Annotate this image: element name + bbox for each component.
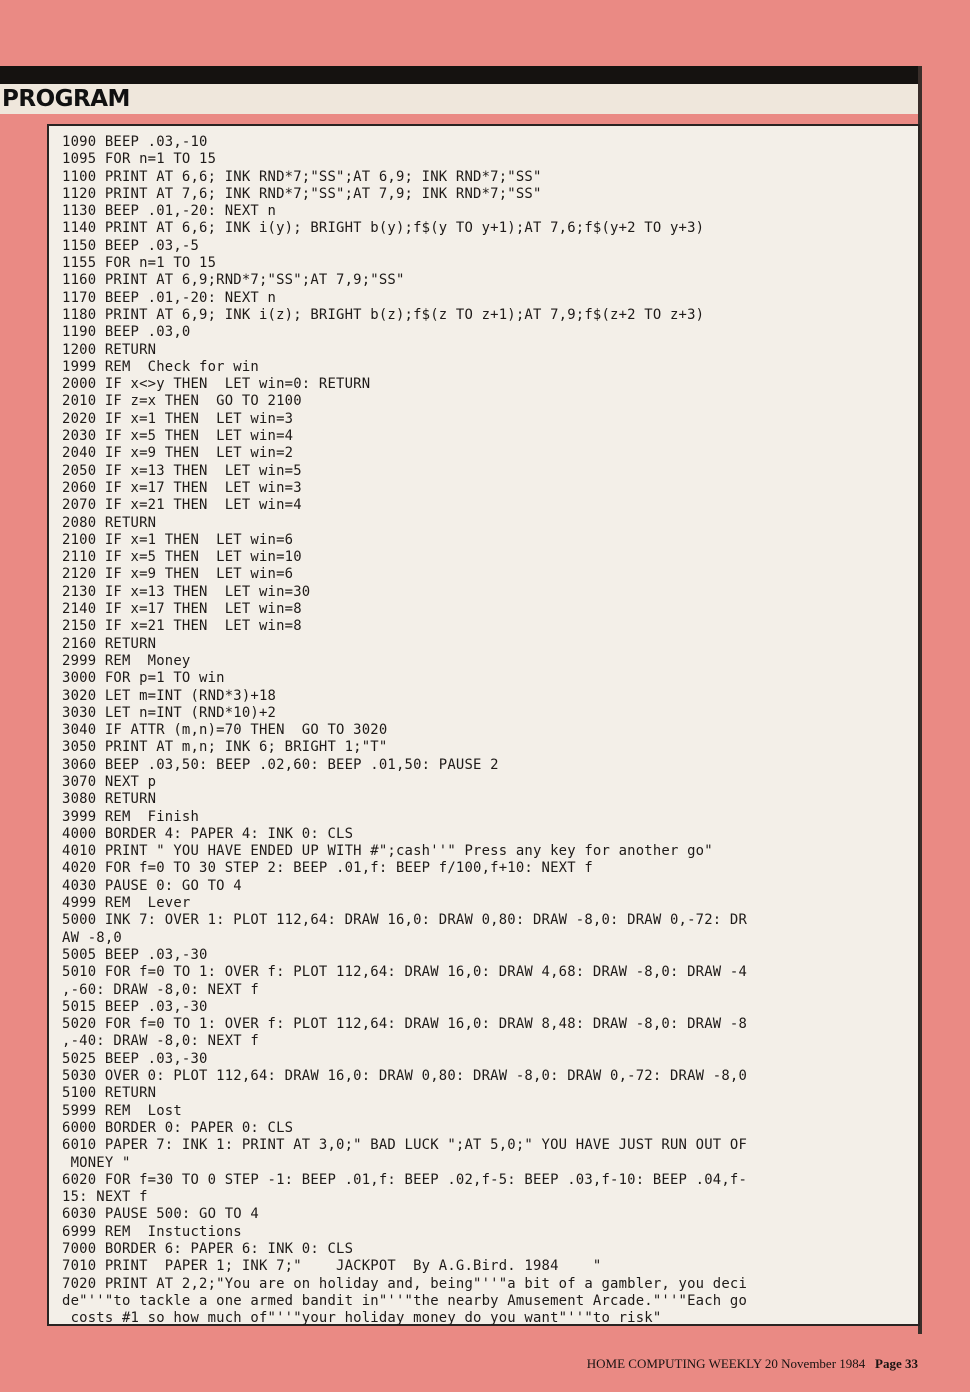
code-line: 4999 REM Lever (62, 895, 191, 912)
code-line: 3999 REM Finish (62, 808, 200, 825)
code-line: 2030 IF x=5 THEN LET win=4 (62, 428, 294, 445)
code-line: 1095 FOR n=1 TO 15 (62, 151, 217, 168)
code-line: 6020 FOR f=30 TO 0 STEP -1: BEEP .01,f: BEEP .02,f-5: BEEP .03,f-10: BEEP .04,f- (62, 1171, 748, 1188)
code-line: 2020 IF x=1 THEN LET win=3 (62, 410, 294, 427)
code-line: 1150 BEEP .03,-5 (62, 237, 200, 254)
code-line: 2160 RETURN (62, 635, 157, 652)
code-line: 1180 PRINT AT 6,9; INK i(z); BRIGHT b(z);f$(z TO z+1);AT 7,9;f$(z+2 TO z+3) (62, 306, 705, 323)
code-line: 7000 BORDER 6: PAPER 6: INK 0: CLS (62, 1241, 354, 1257)
code-line: 6010 PAPER 7: INK 1: PRINT AT 3,0;" BAD LUCK ";AT 5,0;" YOU HAVE JUST RUN OUT OF (62, 1137, 748, 1154)
code-line: 5000 INK 7: OVER 1: PLOT 112,64: DRAW 16,0: DRAW 0,80: DRAW -8,0: DRAW 0,-72: DR (62, 912, 748, 929)
code-line: de"''"to tackle a one armed bandit in"''"the nearby Amusement Arcade."''"Each go (62, 1292, 748, 1309)
code-line: AW -8,0 (62, 929, 122, 946)
code-line: 2130 IF x=13 THEN LET win=30 (62, 583, 311, 600)
code-line: 3000 FOR p=1 TO win (62, 670, 225, 687)
code-line: 1160 PRINT AT 6,9;RND*7;"SS";AT 7,9;"SS" (62, 272, 405, 289)
code-line: 4030 PAUSE 0: GO TO 4 (62, 877, 242, 894)
code-line: 5025 BEEP .03,-30 (62, 1050, 208, 1067)
publication-line: HOME COMPUTING WEEKLY 20 November 1984 (586, 1356, 866, 1371)
code-line: 2000 IF x<>y THEN LET win=0: RETURN (62, 376, 371, 393)
code-line: MONEY " (62, 1154, 131, 1171)
code-line: 5100 RETURN (62, 1085, 157, 1102)
page-footer (587, 1356, 918, 1372)
code-line: 4020 FOR f=0 TO 30 STEP 2: BEEP .01,f: BEEP f/100,f+10: NEXT f (62, 860, 593, 877)
program-listing (62, 134, 902, 1327)
code-line: 2140 IF x=17 THEN LET win=8 (62, 601, 302, 618)
code-line: 2100 IF x=1 THEN LET win=6 (62, 531, 294, 548)
code-line: 3040 IF ATTR (m,n)=70 THEN GO TO 3020 (62, 722, 388, 739)
code-line: 7020 PRINT AT 2,2;"You are on holiday and, being"''"a bit of a gambler, you deci (62, 1275, 748, 1292)
code-line: 2040 IF x=9 THEN LET win=2 (62, 445, 294, 462)
code-line: 2050 IF x=13 THEN LET win=5 (62, 462, 302, 479)
code-line: 2999 REM Money (62, 652, 191, 669)
code-line: 6000 BORDER 0: PAPER 0: CLS (62, 1119, 294, 1136)
header-band (0, 84, 918, 114)
code-line: 7010 PRINT PAPER 1; INK 7;" JACKPOT By A.G.Bird. 1984 " (62, 1258, 602, 1275)
code-line: 2070 IF x=21 THEN LET win=4 (62, 497, 302, 514)
code-line: 1190 BEEP .03,0 (62, 324, 191, 341)
code-line: 5015 BEEP .03,-30 (62, 998, 208, 1015)
code-line: 3020 LET m=INT (RND*3)+18 (62, 687, 277, 704)
code-line: 3030 LET n=INT (RND*10)+2 (62, 704, 277, 721)
code-line: 5010 FOR f=0 TO 1: OVER f: PLOT 112,64: DRAW 16,0: DRAW 4,68: DRAW -8,0: DRAW -4 (62, 964, 748, 981)
code-line: 3060 BEEP .03,50: BEEP .02,60: BEEP .01,50: PAUSE 2 (62, 756, 499, 773)
code-line: 2150 IF x=21 THEN LET win=8 (62, 618, 302, 635)
code-line: 2120 IF x=9 THEN LET win=6 (62, 566, 294, 583)
code-line: 1100 PRINT AT 6,6; INK RND*7;"SS";AT 6,9; INK RND*7;"SS" (62, 168, 542, 185)
code-line: 1200 RETURN (62, 341, 157, 358)
code-line: 15: NEXT f (62, 1189, 148, 1206)
code-line: 1999 REM Check for win (62, 358, 259, 375)
code-line: 3080 RETURN (62, 791, 157, 808)
code-line: 4010 PRINT " YOU HAVE ENDED UP WITH #";cash''" Press any key for another go" (62, 843, 713, 860)
code-line: 5020 FOR f=0 TO 1: OVER f: PLOT 112,64: DRAW 16,0: DRAW 8,48: DRAW -8,0: DRAW -8 (62, 1016, 748, 1033)
code-line: costs #1 so how much of"''"your holiday money do you want"''"to risk" (62, 1310, 662, 1327)
code-line: 2060 IF x=17 THEN LET win=3 (62, 479, 302, 496)
code-line: 3050 PRINT AT m,n; INK 6; BRIGHT 1;"T" (62, 739, 388, 756)
section-title: PROGRAM (2, 86, 130, 112)
code-line: ,-40: DRAW -8,0: NEXT f (62, 1033, 259, 1050)
code-line: 1170 BEEP .01,-20: NEXT n (62, 289, 277, 306)
code-line: 4000 BORDER 4: PAPER 4: INK 0: CLS (62, 825, 354, 842)
code-line: 1090 BEEP .03,-10 (62, 134, 208, 150)
code-line: 1120 PRINT AT 7,6; INK RND*7;"SS";AT 7,9; INK RND*7;"SS" (62, 185, 542, 202)
code-line: 2010 IF z=x THEN GO TO 2100 (62, 393, 302, 410)
code-line: 5005 BEEP .03,-30 (62, 946, 208, 963)
code-line: 6030 PAUSE 500: GO TO 4 (62, 1206, 259, 1223)
code-line: 5030 OVER 0: PLOT 112,64: DRAW 16,0: DRAW 0,80: DRAW -8,0: DRAW 0,-72: DRAW -8,0 (62, 1068, 748, 1085)
code-line: 6999 REM Instuctions (62, 1223, 242, 1240)
page-number: Page 33 (875, 1356, 918, 1371)
top-black-bar (0, 66, 918, 84)
code-line: 3070 NEXT p (62, 773, 157, 790)
code-line: 5999 REM Lost (62, 1102, 182, 1119)
code-line: 1130 BEEP .01,-20: NEXT n (62, 203, 277, 220)
code-line: 1140 PRINT AT 6,6; INK i(y); BRIGHT b(y);f$(y TO y+1);AT 7,6;f$(y+2 TO y+3) (62, 220, 705, 237)
code-line: ,-60: DRAW -8,0: NEXT f (62, 981, 259, 998)
code-line: 2110 IF x=5 THEN LET win=10 (62, 549, 302, 566)
code-line: 2080 RETURN (62, 514, 157, 531)
code-line: 1155 FOR n=1 TO 15 (62, 255, 217, 272)
